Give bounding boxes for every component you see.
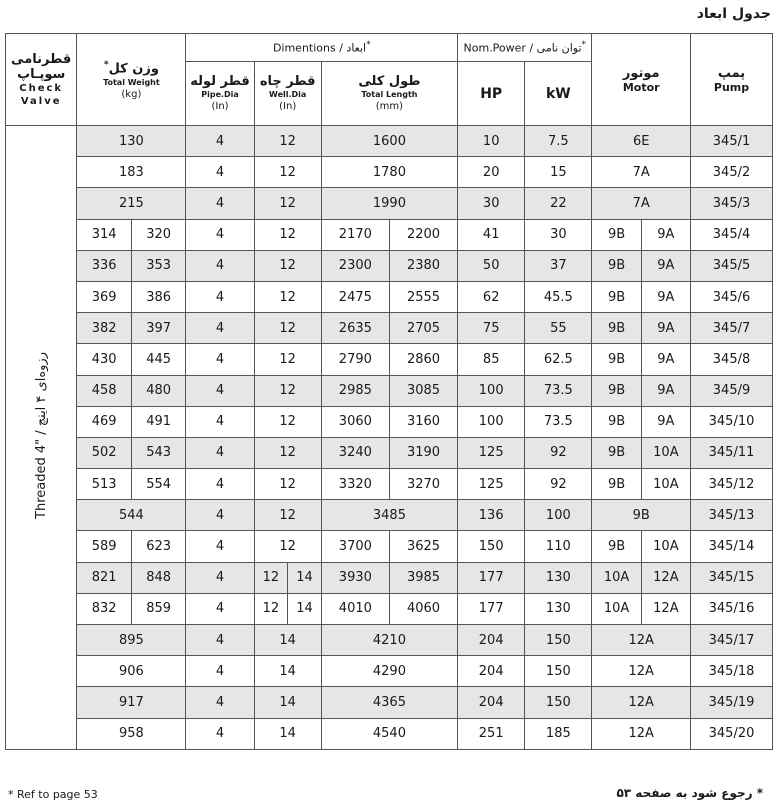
kw-cell: 30	[525, 219, 592, 250]
pump-cell: 345/11	[691, 437, 773, 468]
weight-cell: 336	[77, 250, 132, 281]
hp-cell: 204	[458, 625, 525, 656]
length-cell: 2635	[321, 313, 389, 344]
weight-cell: 917	[77, 687, 186, 718]
length-cell: 2860	[389, 344, 457, 375]
motor-cell: 6E	[592, 126, 691, 157]
kw-cell: 92	[525, 437, 592, 468]
kw-cell: 37	[525, 250, 592, 281]
length-cell: 3085	[389, 375, 457, 406]
table-row	[6, 562, 773, 593]
pipe-dia-cell: 4	[186, 157, 254, 188]
pipe-dia-cell: 4	[186, 281, 254, 312]
weight-cell: 502	[77, 437, 132, 468]
well-dia-cell: 12	[254, 281, 321, 312]
motor-cell: 12A	[592, 656, 691, 687]
motor-cell: 9A	[641, 344, 690, 375]
dimensions-table	[5, 33, 773, 750]
motor-cell: 9B	[592, 437, 641, 468]
pipe-dia-cell: 4	[186, 126, 254, 157]
kw-cell: 73.5	[525, 406, 592, 437]
well-dia-cell: 12	[254, 188, 321, 219]
motor-cell: 9A	[641, 313, 690, 344]
well-dia-cell: 12	[254, 562, 288, 593]
motor-cell: 12A	[592, 718, 691, 749]
header-pipe-dia: قطر لوله Pipe.Dia (In)	[186, 62, 254, 126]
motor-cell: 7A	[592, 188, 691, 219]
hp-cell: 41	[458, 219, 525, 250]
hp-cell: 75	[458, 313, 525, 344]
well-dia-cell: 12	[254, 313, 321, 344]
kw-cell: 7.5	[525, 126, 592, 157]
weight-cell: 314	[77, 219, 132, 250]
motor-cell: 9B	[592, 500, 691, 531]
weight-cell: 906	[77, 656, 186, 687]
table-row	[6, 281, 773, 312]
kw-cell: 62.5	[525, 344, 592, 375]
hp-cell: 85	[458, 344, 525, 375]
hp-cell: 100	[458, 406, 525, 437]
check-valve-value: Threaded 4" / رزوه‌ای ۴ اینچ	[6, 126, 77, 750]
well-dia-cell: 12	[254, 531, 321, 562]
pipe-dia-cell: 4	[186, 593, 254, 624]
weight-cell: 397	[131, 313, 186, 344]
motor-cell: 9B	[592, 344, 641, 375]
length-cell: 3700	[321, 531, 389, 562]
length-cell: 4365	[321, 687, 457, 718]
pump-cell: 345/9	[691, 375, 773, 406]
length-cell: 3160	[389, 406, 457, 437]
weight-cell: 480	[131, 375, 186, 406]
weight-cell: 544	[77, 500, 186, 531]
header-motor: موتور Motor	[592, 34, 691, 126]
hp-cell: 177	[458, 593, 525, 624]
length-cell: 4060	[389, 593, 457, 624]
kw-cell: 22	[525, 188, 592, 219]
pipe-dia-cell: 4	[186, 625, 254, 656]
pump-cell: 345/10	[691, 406, 773, 437]
kw-cell: 185	[525, 718, 592, 749]
motor-cell: 10A	[641, 531, 690, 562]
pump-cell: 345/12	[691, 469, 773, 500]
length-cell: 2300	[321, 250, 389, 281]
motor-cell: 9A	[641, 406, 690, 437]
weight-cell: 895	[77, 625, 186, 656]
length-cell: 3930	[321, 562, 389, 593]
header-total-length: طول کلی Total Length (mm)	[321, 62, 457, 126]
length-cell: 1600	[321, 126, 457, 157]
pipe-dia-cell: 4	[186, 219, 254, 250]
motor-cell: 12A	[641, 593, 690, 624]
kw-cell: 55	[525, 313, 592, 344]
length-cell: 2170	[321, 219, 389, 250]
table-row	[6, 406, 773, 437]
pump-cell: 345/4	[691, 219, 773, 250]
motor-cell: 9B	[592, 531, 641, 562]
well-dia-cell: 14	[254, 718, 321, 749]
footnote-fa: * رجوع شود به صفحه ۵۳	[616, 786, 763, 800]
well-dia-cell: 14	[254, 625, 321, 656]
motor-cell: 9B	[592, 219, 641, 250]
weight-cell: 469	[77, 406, 132, 437]
kw-cell: 45.5	[525, 281, 592, 312]
hp-cell: 20	[458, 157, 525, 188]
hp-cell: 100	[458, 375, 525, 406]
pump-cell: 345/2	[691, 157, 773, 188]
weight-cell: 445	[131, 344, 186, 375]
hp-cell: 204	[458, 656, 525, 687]
kw-cell: 130	[525, 593, 592, 624]
hp-cell: 204	[458, 687, 525, 718]
kw-cell: 110	[525, 531, 592, 562]
weight-cell: 832	[77, 593, 132, 624]
length-cell: 3190	[389, 437, 457, 468]
pump-cell: 345/8	[691, 344, 773, 375]
header-kw: kW	[525, 62, 592, 126]
length-cell: 4210	[321, 625, 457, 656]
weight-cell: 353	[131, 250, 186, 281]
motor-cell: 9A	[641, 375, 690, 406]
pump-cell: 345/20	[691, 718, 773, 749]
length-cell: 1990	[321, 188, 457, 219]
motor-cell: 9A	[641, 250, 690, 281]
length-cell: 4290	[321, 656, 457, 687]
weight-cell: 369	[77, 281, 132, 312]
pump-cell: 345/5	[691, 250, 773, 281]
kw-cell: 150	[525, 687, 592, 718]
table-row	[6, 656, 773, 687]
motor-cell: 12A	[592, 687, 691, 718]
table-body	[6, 126, 773, 750]
length-cell: 2985	[321, 375, 389, 406]
weight-cell: 386	[131, 281, 186, 312]
motor-cell: 9A	[641, 219, 690, 250]
table-row	[6, 313, 773, 344]
pipe-dia-cell: 4	[186, 656, 254, 687]
pipe-dia-cell: 4	[186, 500, 254, 531]
motor-cell: 9B	[592, 313, 641, 344]
motor-cell: 9B	[592, 375, 641, 406]
pump-cell: 345/1	[691, 126, 773, 157]
weight-cell: 848	[131, 562, 186, 593]
motor-cell: 9B	[592, 281, 641, 312]
well-dia-cell: 14	[254, 656, 321, 687]
pump-cell: 345/19	[691, 687, 773, 718]
length-cell: 3320	[321, 469, 389, 500]
kw-cell: 15	[525, 157, 592, 188]
hp-cell: 50	[458, 250, 525, 281]
header-total-weight: وزن کل* Total Weight (kg)	[77, 34, 186, 126]
kw-cell: 73.5	[525, 375, 592, 406]
well-dia-cell: 12	[254, 593, 288, 624]
pipe-dia-cell: 4	[186, 718, 254, 749]
header-dimensions: Dimentions / ابعاد*	[186, 34, 458, 62]
pipe-dia-cell: 4	[186, 375, 254, 406]
length-cell: 4010	[321, 593, 389, 624]
header-check-valve: قطرنامی سوپـاپ Check Valve	[6, 34, 77, 126]
weight-cell: 958	[77, 718, 186, 749]
hp-cell: 125	[458, 437, 525, 468]
hp-cell: 30	[458, 188, 525, 219]
table-row	[6, 469, 773, 500]
hp-cell: 62	[458, 281, 525, 312]
motor-cell: 9B	[592, 406, 641, 437]
weight-cell: 554	[131, 469, 186, 500]
pipe-dia-cell: 4	[186, 344, 254, 375]
weight-cell: 430	[77, 344, 132, 375]
pipe-dia-cell: 4	[186, 188, 254, 219]
pump-cell: 345/18	[691, 656, 773, 687]
length-cell: 3485	[321, 500, 457, 531]
well-dia-cell: 12	[254, 157, 321, 188]
motor-cell: 10A	[641, 469, 690, 500]
page-title: جدول ابعاد	[696, 6, 771, 22]
pipe-dia-cell: 4	[186, 313, 254, 344]
motor-cell: 12A	[592, 625, 691, 656]
pipe-dia-cell: 4	[186, 406, 254, 437]
pipe-dia-cell: 4	[186, 531, 254, 562]
pump-cell: 345/13	[691, 500, 773, 531]
weight-cell: 513	[77, 469, 132, 500]
table-row	[6, 437, 773, 468]
length-cell: 4540	[321, 718, 457, 749]
motor-cell: 9B	[592, 250, 641, 281]
pump-cell: 345/15	[691, 562, 773, 593]
pipe-dia-cell: 4	[186, 562, 254, 593]
length-cell: 3240	[321, 437, 389, 468]
table-row	[6, 687, 773, 718]
length-cell: 2790	[321, 344, 389, 375]
weight-cell: 130	[77, 126, 186, 157]
kw-cell: 130	[525, 562, 592, 593]
length-cell: 2380	[389, 250, 457, 281]
table-row	[6, 718, 773, 749]
header-pump: پمپ Pump	[691, 34, 773, 126]
pipe-dia-cell: 4	[186, 469, 254, 500]
motor-cell: 10A	[592, 593, 641, 624]
length-cell: 2555	[389, 281, 457, 312]
weight-cell: 320	[131, 219, 186, 250]
table-row	[6, 250, 773, 281]
weight-cell: 215	[77, 188, 186, 219]
pipe-dia-cell: 4	[186, 250, 254, 281]
table-row	[6, 219, 773, 250]
table-row	[6, 188, 773, 219]
pump-cell: 345/16	[691, 593, 773, 624]
hp-cell: 10	[458, 126, 525, 157]
hp-cell: 150	[458, 531, 525, 562]
motor-cell: 10A	[641, 437, 690, 468]
well-dia-cell: 12	[254, 437, 321, 468]
motor-cell: 9A	[641, 281, 690, 312]
table-row	[6, 625, 773, 656]
weight-cell: 382	[77, 313, 132, 344]
well-dia-cell: 12	[254, 219, 321, 250]
length-cell: 3060	[321, 406, 389, 437]
kw-cell: 150	[525, 656, 592, 687]
footnote-en: * Ref to page 53	[8, 788, 98, 801]
length-cell: 2475	[321, 281, 389, 312]
length-cell: 3270	[389, 469, 457, 500]
pump-cell: 345/7	[691, 313, 773, 344]
header-well-dia: قطر چاه Well.Dia (In)	[254, 62, 321, 126]
pipe-dia-cell: 4	[186, 437, 254, 468]
weight-cell: 859	[131, 593, 186, 624]
motor-cell: 12A	[641, 562, 690, 593]
motor-cell: 10A	[592, 562, 641, 593]
well-dia-cell: 12	[254, 250, 321, 281]
pump-cell: 345/17	[691, 625, 773, 656]
length-cell: 2705	[389, 313, 457, 344]
pump-cell: 345/14	[691, 531, 773, 562]
kw-cell: 100	[525, 500, 592, 531]
kw-cell: 92	[525, 469, 592, 500]
weight-cell: 458	[77, 375, 132, 406]
table-row	[6, 344, 773, 375]
hp-cell: 125	[458, 469, 525, 500]
well-dia-cell: 12	[254, 344, 321, 375]
well-dia-cell: 14	[254, 687, 321, 718]
well-dia-cell: 12	[254, 500, 321, 531]
weight-cell: 623	[131, 531, 186, 562]
table-row	[6, 157, 773, 188]
weight-cell: 543	[131, 437, 186, 468]
well-dia-cell: 14	[288, 593, 322, 624]
table-row	[6, 500, 773, 531]
table-row	[6, 593, 773, 624]
well-dia-cell: 12	[254, 406, 321, 437]
motor-cell: 9B	[592, 469, 641, 500]
well-dia-cell: 12	[254, 126, 321, 157]
header-nominal-power: Nom.Power / توان نامی*	[458, 34, 592, 62]
pump-cell: 345/6	[691, 281, 773, 312]
table-row	[6, 375, 773, 406]
well-dia-cell: 12	[254, 375, 321, 406]
length-cell: 2200	[389, 219, 457, 250]
hp-cell: 251	[458, 718, 525, 749]
header-hp: HP	[458, 62, 525, 126]
hp-cell: 177	[458, 562, 525, 593]
well-dia-cell: 12	[254, 469, 321, 500]
weight-cell: 491	[131, 406, 186, 437]
weight-cell: 589	[77, 531, 132, 562]
table-row	[6, 126, 773, 157]
hp-cell: 136	[458, 500, 525, 531]
length-cell: 3985	[389, 562, 457, 593]
motor-cell: 7A	[592, 157, 691, 188]
pump-cell: 345/3	[691, 188, 773, 219]
weight-cell: 821	[77, 562, 132, 593]
length-cell: 1780	[321, 157, 457, 188]
length-cell: 3625	[389, 531, 457, 562]
weight-cell: 183	[77, 157, 186, 188]
well-dia-cell: 14	[288, 562, 322, 593]
pipe-dia-cell: 4	[186, 687, 254, 718]
table-row	[6, 531, 773, 562]
kw-cell: 150	[525, 625, 592, 656]
